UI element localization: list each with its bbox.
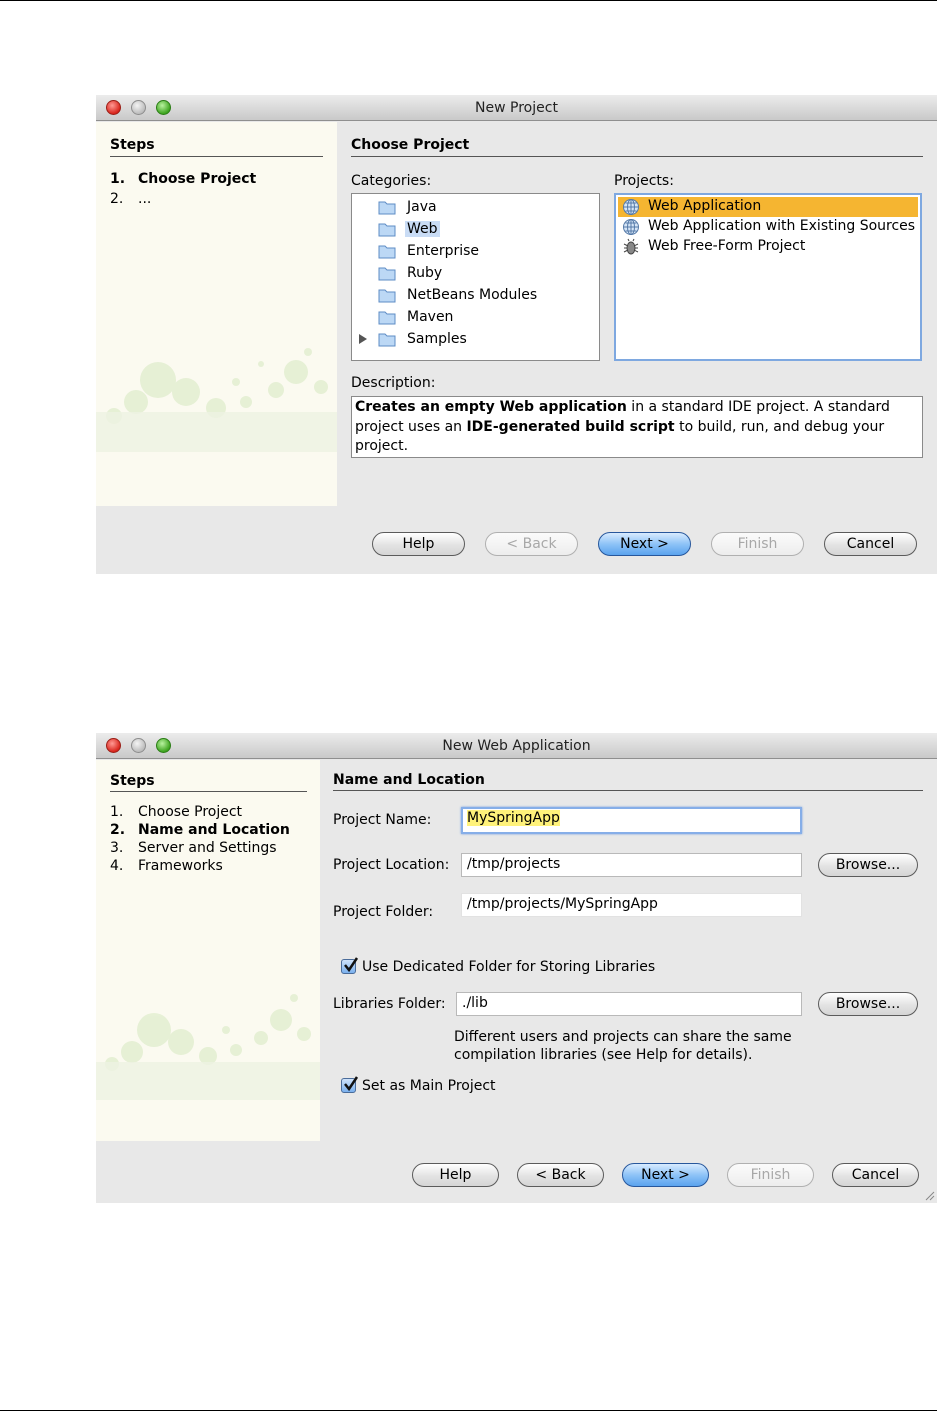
cancel-button[interactable]: Cancel (832, 1163, 919, 1187)
folder-icon (378, 331, 396, 347)
project-web-application-existing-sources[interactable] (618, 217, 918, 237)
step-number: 4. (110, 858, 124, 874)
folder-icon (378, 287, 396, 303)
description-box (351, 396, 923, 458)
help-button[interactable]: Help (372, 532, 465, 556)
steps-pane (96, 760, 320, 1141)
project-web-application[interactable] (618, 197, 918, 217)
step-label: Frameworks (138, 858, 223, 874)
section-title: Name and Location (333, 772, 485, 788)
project-label: Web Application (648, 198, 762, 214)
category-maven[interactable]: Maven (407, 309, 454, 325)
back-button[interactable]: < Back (485, 532, 578, 556)
project-label: Web Free-Form Project (648, 238, 806, 254)
step-item (110, 191, 151, 207)
project-location-label: Project Location: (333, 857, 450, 873)
browse-libraries-folder-button[interactable]: Browse... (818, 992, 918, 1016)
main-project-label[interactable]: Set as Main Project (362, 1078, 496, 1094)
folder-icon (378, 199, 396, 215)
projects-list[interactable] (614, 193, 922, 361)
libraries-hint-line1: Different users and projects can share the same (454, 1029, 792, 1045)
dedicated-folder-label[interactable]: Use Dedicated Folder for Storing Libraries (362, 959, 656, 975)
project-location-input[interactable]: /tmp/projects (461, 853, 802, 877)
title-bar[interactable] (96, 733, 937, 759)
steps-title: Steps (110, 773, 155, 789)
category-java[interactable]: Java (407, 199, 437, 215)
checkmark-icon (343, 957, 359, 973)
category-web[interactable]: Web (407, 221, 438, 237)
page-top-rule (0, 0, 937, 1)
browse-project-location-button[interactable]: Browse... (818, 853, 918, 877)
step-number: 3. (110, 840, 124, 856)
project-label: Web Application with Existing Sources (648, 218, 916, 234)
folder-icon (378, 243, 396, 259)
project-name-label: Project Name: (333, 812, 432, 828)
checkmark-icon (343, 1076, 359, 1092)
category-netbeans-modules[interactable]: NetBeans Modules (407, 287, 538, 303)
project-name-value: MySpringApp (467, 810, 560, 826)
step-label: ... (138, 191, 152, 207)
resize-grip-icon[interactable] (923, 1189, 935, 1201)
steps-divider (110, 156, 323, 157)
finish-button[interactable]: Finish (727, 1163, 814, 1187)
category-samples[interactable]: Samples (407, 331, 467, 347)
folder-icon (378, 309, 396, 325)
category-ruby[interactable]: Ruby (407, 265, 443, 281)
decorative-bubbles-image (96, 342, 337, 452)
step-item (110, 858, 223, 874)
section-divider (351, 156, 923, 157)
step-label: Choose Project (138, 804, 243, 820)
section-divider (333, 790, 923, 791)
bug-gear-icon (622, 238, 640, 256)
step-label: Server and Settings (138, 840, 277, 856)
categories-label: Categories: (351, 173, 432, 189)
step-label: Choose Project (138, 171, 257, 187)
description-text: to build, run, and debug your project. (355, 418, 885, 454)
expand-triangle-icon[interactable] (358, 334, 368, 344)
projects-label: Projects: (614, 173, 674, 189)
project-web-free-form[interactable] (618, 237, 918, 257)
step-label: Name and Location (138, 822, 290, 838)
libraries-hint-line2: compilation libraries (see Help for details). (454, 1047, 753, 1063)
finish-button[interactable]: Finish (711, 532, 804, 556)
description-bold: IDE-generated build script (466, 418, 675, 435)
description-label: Description: (351, 375, 436, 391)
globe-icon (622, 198, 640, 216)
window-title: New Project (475, 100, 558, 116)
description-bold: Creates an empty Web application (355, 399, 627, 415)
categories-list[interactable] (351, 193, 600, 361)
next-button[interactable]: Next > (598, 532, 691, 556)
window-title: New Web Application (442, 738, 591, 754)
globe-icon (622, 218, 640, 236)
main-project-checkbox[interactable] (341, 1078, 356, 1093)
category-enterprise[interactable]: Enterprise (407, 243, 480, 259)
project-folder-label: Project Folder: (333, 904, 434, 920)
step-item (110, 171, 256, 187)
decorative-bubbles-image (96, 990, 320, 1100)
title-bar[interactable] (96, 95, 937, 121)
page-bottom-rule (0, 1410, 937, 1411)
new-project-dialog (96, 95, 937, 574)
back-button[interactable]: < Back (517, 1163, 604, 1187)
step-item (110, 840, 277, 856)
description-text: in a standard IDE project. A standard project uses an (355, 399, 890, 435)
libraries-folder-label: Libraries Folder: (333, 996, 446, 1012)
steps-pane (96, 122, 337, 506)
step-number: 1. (110, 171, 126, 187)
next-button[interactable]: Next > (622, 1163, 709, 1187)
section-title: Choose Project (351, 137, 470, 153)
steps-divider (110, 791, 307, 792)
project-name-input[interactable] (461, 807, 802, 834)
steps-title: Steps (110, 137, 155, 153)
new-web-application-dialog (96, 733, 937, 1203)
dedicated-folder-checkbox[interactable] (341, 959, 356, 974)
step-number: 2. (110, 191, 124, 207)
step-item (110, 804, 242, 820)
step-item (110, 822, 290, 838)
help-button[interactable]: Help (412, 1163, 499, 1187)
project-folder-field: /tmp/projects/MySpringApp (461, 893, 802, 917)
folder-icon (378, 221, 396, 237)
cancel-button[interactable]: Cancel (824, 532, 917, 556)
libraries-folder-input[interactable]: ./lib (456, 992, 802, 1016)
step-number: 1. (110, 804, 124, 820)
step-number: 2. (110, 822, 126, 838)
folder-icon (378, 265, 396, 281)
